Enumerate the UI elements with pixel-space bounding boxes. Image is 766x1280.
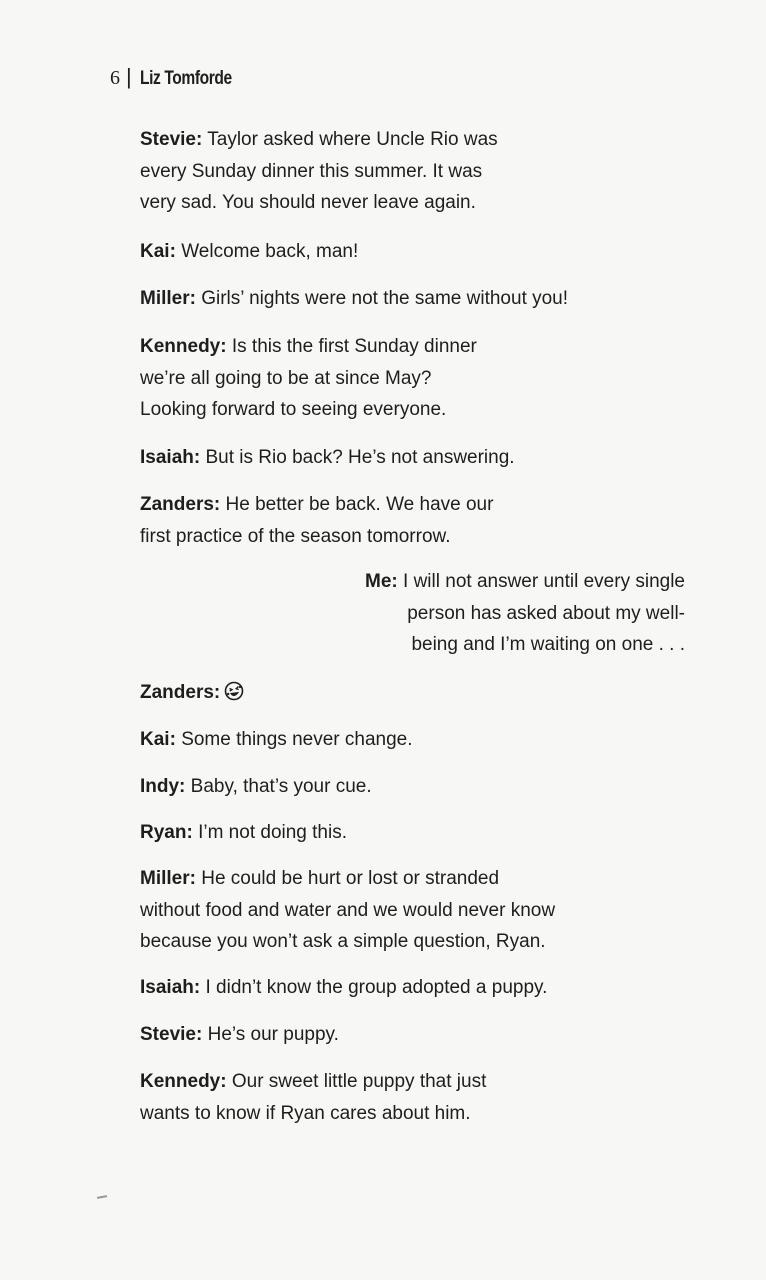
text-message — [140, 724, 413, 756]
text-message — [140, 236, 358, 268]
text-message — [140, 771, 372, 803]
speaker-name: Zanders: — [140, 682, 221, 703]
message-line: Some things never change. — [181, 729, 413, 750]
text-message — [140, 1019, 339, 1051]
message-line: very sad. You should never leave again. — [140, 192, 476, 213]
message-line: He could be hurt or lost or stranded — [201, 868, 500, 889]
message-line: He better be back. We have our — [225, 494, 494, 515]
message-line: because you won’t ask a simple question, Ryan. — [140, 931, 546, 952]
message-line: first practice of the season tomorrow. — [140, 525, 451, 547]
message-line: Taylor asked where Uncle Rio was — [207, 129, 498, 150]
speaker-name: Kai: — [140, 729, 176, 750]
laughing-emoji-icon — [224, 680, 244, 700]
message-line: Girls’ nights were not the same without you! — [201, 288, 569, 309]
message-line: every Sunday dinner this summer. It was — [140, 160, 483, 182]
message-line: I will not answer until every single — [403, 571, 685, 592]
message-line: I’m not doing this. — [198, 822, 347, 843]
speaker-name: Kai: — [140, 241, 176, 262]
text-message — [140, 331, 477, 426]
message-line: wants to know if Ryan cares about him. — [140, 1102, 471, 1124]
message-line: Is this the first Sunday dinner — [231, 336, 477, 357]
running-header — [110, 63, 252, 93]
own-message — [315, 566, 685, 661]
text-message — [140, 677, 244, 709]
header-separator: | — [126, 64, 132, 89]
speaker-name: Isaiah: — [140, 447, 201, 468]
text-message — [140, 442, 515, 474]
speaker-name: Zanders: — [140, 494, 221, 515]
message-line: Our sweet little puppy that just — [231, 1071, 487, 1092]
speaker-name: Kennedy: — [140, 1071, 227, 1092]
speaker-name: Miller: — [140, 868, 196, 889]
message-line: we’re all going to be at since May? — [140, 367, 432, 389]
message-line: without food and water and we would never know — [140, 899, 556, 921]
message-line: person has asked about my well- — [407, 602, 685, 624]
page-mark — [97, 1195, 107, 1199]
text-message — [140, 489, 493, 552]
speaker-name: Isaiah: — [140, 977, 201, 998]
text-message — [140, 863, 555, 958]
text-message — [140, 124, 498, 219]
message-line: Looking forward to seeing everyone. — [140, 399, 447, 420]
message-line: being and I’m waiting on one . . . — [411, 634, 685, 655]
speaker-name: Kennedy: — [140, 336, 227, 357]
speaker-name: Miller: — [140, 288, 196, 309]
speaker-name: Stevie: — [140, 1024, 203, 1045]
message-line: He’s our puppy. — [207, 1024, 339, 1045]
message-line: But is Rio back? He’s not answering. — [205, 447, 515, 468]
text-message — [140, 817, 347, 849]
speaker-name: Stevie: — [140, 129, 203, 150]
author-name: Liz Tomforde — [139, 68, 232, 89]
text-message — [140, 1066, 486, 1129]
speaker-name: Indy: — [140, 776, 186, 797]
page-number: 6 — [110, 67, 120, 89]
message-line: I didn’t know the group adopted a puppy. — [205, 977, 548, 998]
text-message — [140, 283, 568, 315]
speaker-name: Ryan: — [140, 822, 193, 843]
text-message — [140, 972, 547, 1004]
message-line: Baby, that’s your cue. — [190, 776, 372, 797]
message-line: Welcome back, man! — [181, 241, 359, 262]
speaker-name: Me: — [365, 571, 398, 592]
